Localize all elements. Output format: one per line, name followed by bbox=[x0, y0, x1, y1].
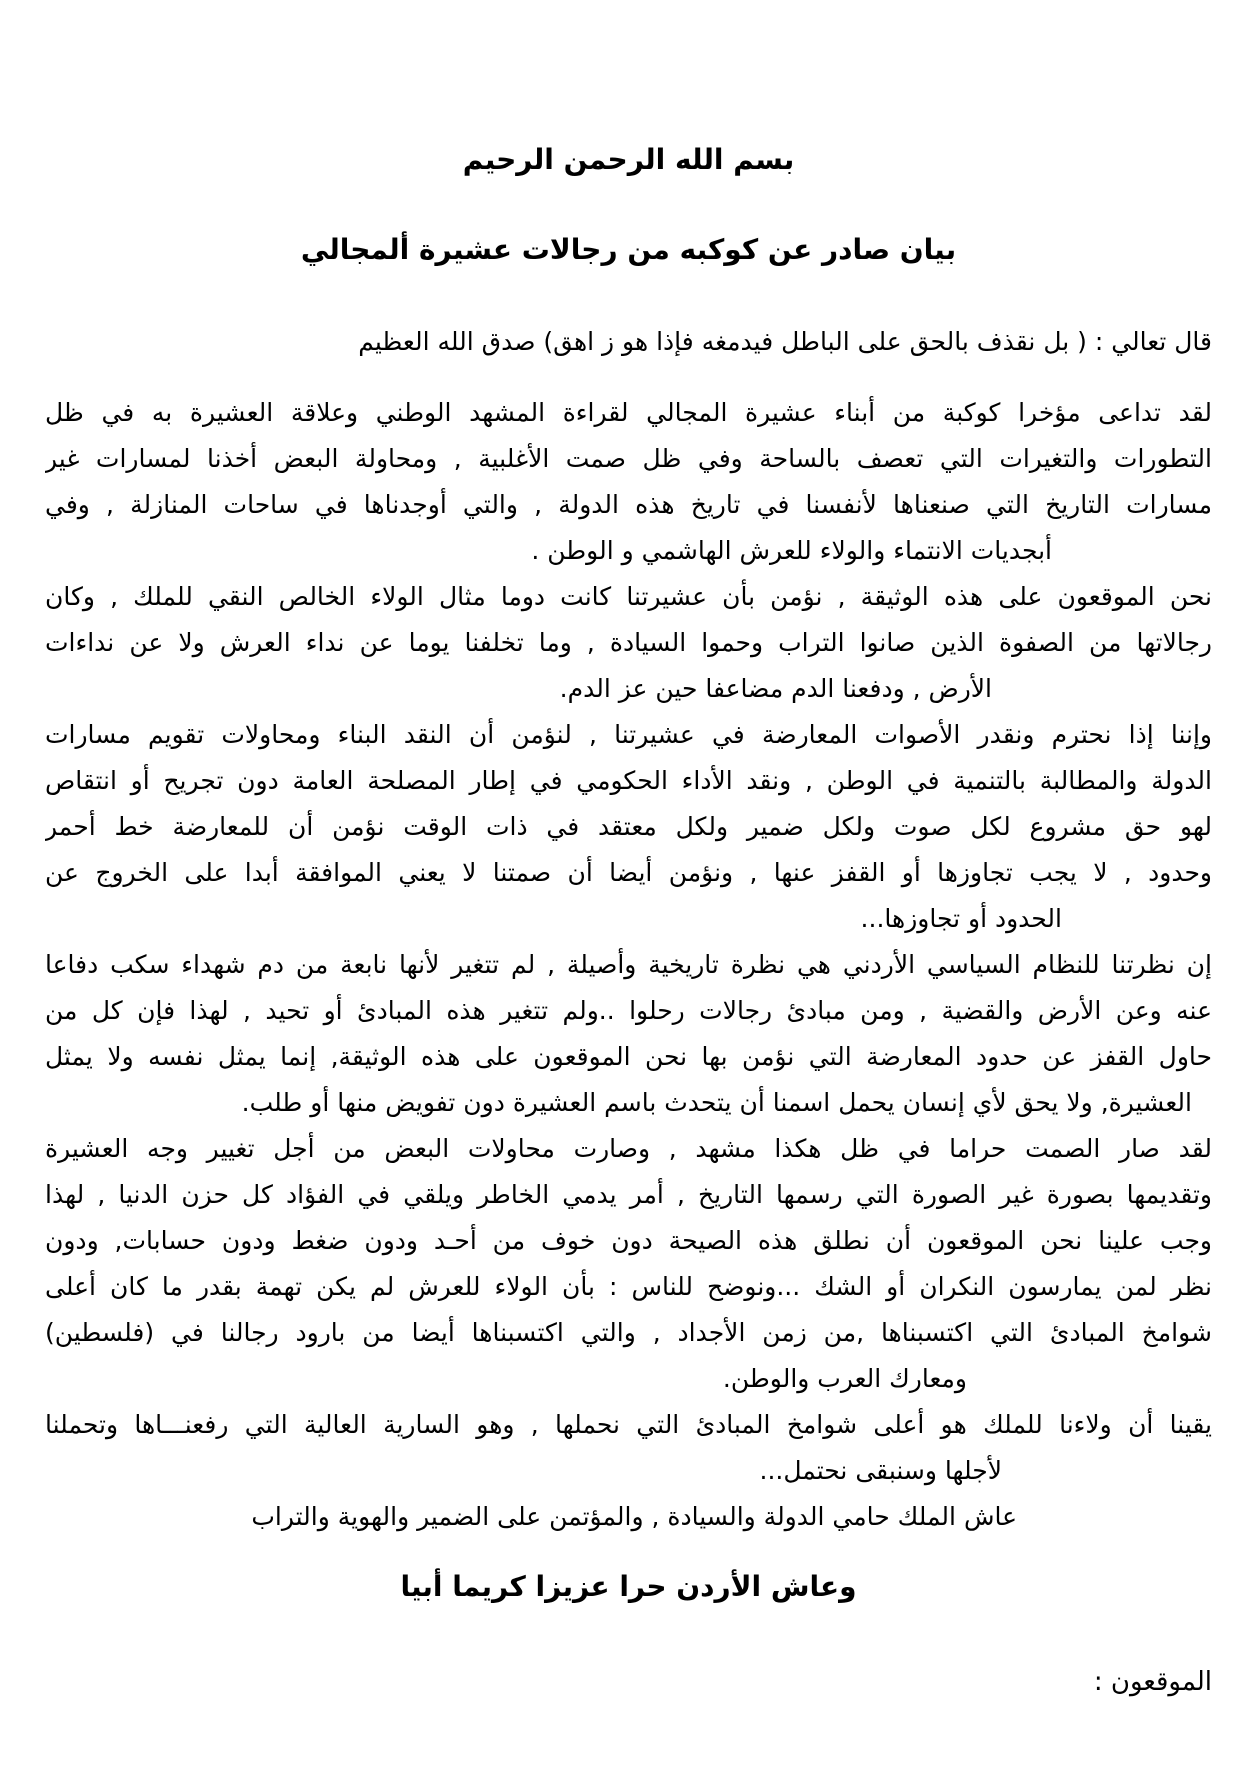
body-line: شوامخ المبادئ التي اكتسبناها ,من زمن الأجداد , والتي اكتسبناها أيضا من بارود رجالنا في (فلسطين) bbox=[45, 1318, 1212, 1347]
body-line: التطورات والتغيرات التي تعصف بالساحة وفي ظل صمت الأغلبية , ومحاولة البعض أخذنا لمسارات غير bbox=[45, 444, 1212, 473]
body-paragraph bbox=[45, 1126, 1212, 1402]
body-line: الدولة والمطالبة بالتنمية في الوطن , ونقد الأداء الحكومي في إطار المصلحة العامة دون تجريح أو انتقاص bbox=[45, 766, 1212, 795]
body-line: مسارات التاريخ التي صنعناها لأنفسنا في تاريخ هذه الدولة , والتي أوجدناها في ساحات المنازلة , وفي bbox=[45, 490, 1212, 519]
body-line: رجالاتها من الصفوة الذين صانوا التراب وحموا السيادة , وما تخلفنا يوما عن نداء العرش ولا عن نداءات bbox=[45, 628, 1212, 657]
body-line: يقينا أن ولاءنا للملك هو أعلى شوامخ المبادئ التي نحملها , وهو السارية العالية التي رفعنـــاها وتحملنا bbox=[45, 1410, 1212, 1439]
body-paragraph bbox=[45, 390, 1212, 574]
body-line: لقد تداعى مؤخرا كوكبة من أبناء عشيرة المجالي لقراءة المشهد الوطني وعلاقة العشيرة به في ظل bbox=[45, 398, 1212, 427]
jordan-slogan: وعاش الأردن حرا عزيزا كريما أبيا bbox=[400, 1570, 857, 1603]
body-line: نظر لمن يمارسون النكران أو الشك ...ونوضح للناس : بأن الولاء للعرش لم يكن تهمة بقدر ما كان أعلى bbox=[45, 1272, 1212, 1301]
body-line: وحدود , لا يجب تجاوزها أو القفز عنها , ونؤمن أيضا أن صمتنا لا يعني الموافقة أبدا على الخروج عن bbox=[45, 858, 1212, 887]
body-line: حاول القفز عن حدود المعارضة التي نؤمن بها نحن الموقعون على هذه الوثيقة, إنما يمثل نفسه ولا يمثل bbox=[45, 1042, 1212, 1071]
body-line: إن نظرتنا للنظام السياسي الأردني هي نظرة تاريخية وأصيلة , لم تتغير لأنها نابعة من دم شهداء سكب دفاعا bbox=[45, 950, 1212, 979]
body-paragraph bbox=[45, 1402, 1212, 1494]
body-line: وتقديمها بصورة غير الصورة التي رسمها التاريخ , أمر يدمي الخاطر ويلقي في الفؤاد كل حزن الدنيا , لهذا bbox=[45, 1180, 1212, 1209]
body-paragraph bbox=[45, 942, 1212, 1126]
body-line: الحدود أو تجاوزها... bbox=[860, 904, 1062, 933]
body-paragraph bbox=[45, 574, 1212, 712]
body-line: لأجلها وسنبقى نحتمل... bbox=[759, 1456, 1002, 1485]
body-line: الأرض , ودفعنا الدم مضاعفا حين عز الدم. bbox=[559, 674, 992, 703]
body-line: وإننا إذا نحترم ونقدر الأصوات المعارضة في عشيرتنا , لنؤمن أن النقد البناء ومحاولات تقويم مسارات bbox=[45, 720, 1212, 749]
body-paragraph bbox=[45, 712, 1212, 942]
statement-body bbox=[45, 390, 1212, 1540]
body-line: لقد صار الصمت حراما في ظل هكذا مشهد , وصارت محاولات البعض من أجل تغيير وجه العشيرة bbox=[45, 1134, 1212, 1163]
body-line: أبجديات الانتماء والولاء للعرش الهاشمي و الوطن . bbox=[531, 536, 1052, 565]
quran-verse-line: قال تعالي : ( بل نقذف بالحق على الباطل فيدمغه فإذا هو ز اهق) صدق الله العظيم bbox=[358, 327, 1212, 356]
signatories-label: الموقعون : bbox=[1093, 1667, 1212, 1697]
body-line: ومعارك العرب والوطن. bbox=[722, 1364, 967, 1393]
statement-title: بيان صادر عن كوكبه من رجالات عشيرة ألمجالي bbox=[300, 233, 957, 266]
basmala-heading: بسم الله الرحمن الرحيم bbox=[462, 143, 795, 176]
body-paragraph bbox=[45, 1494, 1212, 1540]
body-line: وجب علينا نحن الموقعون أن نطلق هذه الصيحة دون خوف من أحـد ودون ضغط ودون حسابات, ودون bbox=[45, 1226, 1212, 1255]
body-line: عنه وعن الأرض والقضية , ومن مبادئ رجالات رحلوا ..ولم تتغير هذه المبادئ أو تحيد , لهذا فإن كل من bbox=[45, 996, 1212, 1025]
body-line: عاش الملك حامي الدولة والسيادة , والمؤتمن على الضمير والهوية والتراب bbox=[251, 1502, 1017, 1531]
body-line: نحن الموقعون على هذه الوثيقة , نؤمن بأن عشيرتنا كانت دوما مثال الولاء الخالص النقي للملك , وكان bbox=[45, 582, 1212, 611]
body-line: لهو حق مشروع لكل صوت ولكل ضمير ولكل معتقد في ذات الوقت نؤمن أن للمعارضة خط أحمر bbox=[45, 812, 1212, 841]
body-line: العشيرة, ولا يحق لأي إنسان يحمل اسمنا أن يتحدث باسم العشيرة دون تفويض منها أو طلب. bbox=[241, 1088, 1192, 1117]
